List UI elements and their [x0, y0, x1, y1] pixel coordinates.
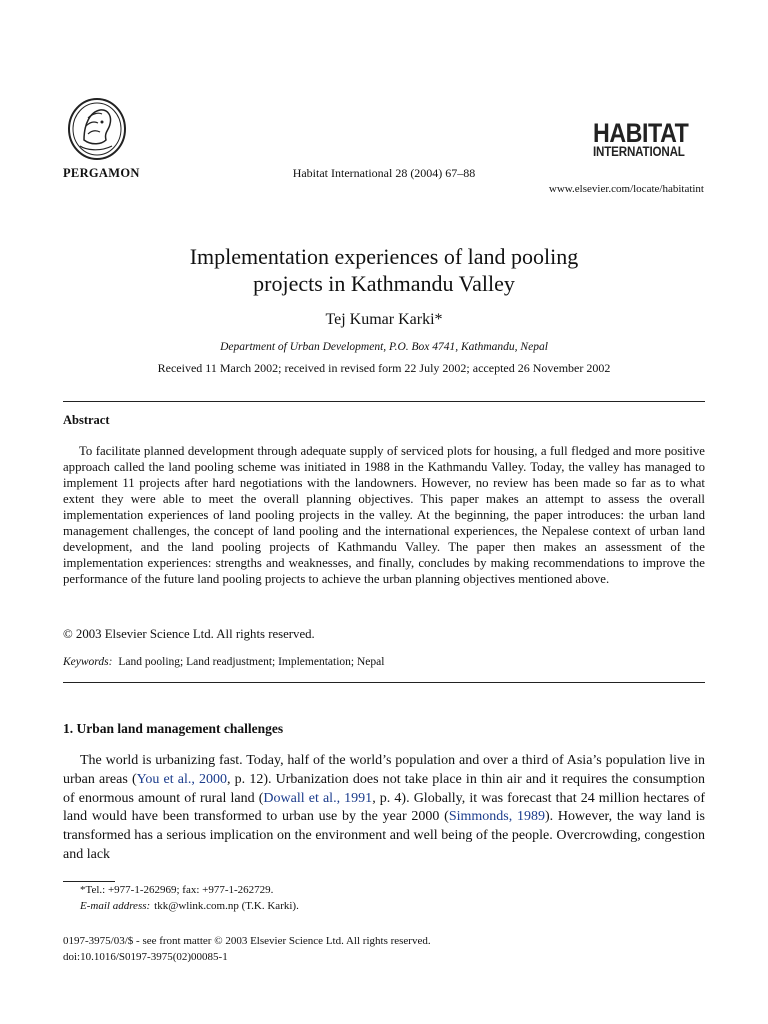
journal-brand [593, 120, 704, 158]
abstract-text: To facilitate planned development through adequate supply of serviced plots for housing, a full fledged and more positive approach called the land pooling scheme was initiated in 1988 in the Kathmandu Valley. Today, the valley has managed to implement 11 projects after hard negotiations with the landowners. However, no review has been made so far as to what extent they were able to meet the overall planning objectives. This paper makes an attempt to assess the overall implementation experiences of land pooling projects in the valley. At the beginning, the paper introduces: the urban land management challenges, the concept of land pooling and the international experiences, the Nepalese context of urban land development, and the land pooling projects of Kathmandu Valley. The paper then makes an assessment of the implementation experiences: strengths and weaknesses, and finally, concludes by making recommendations to improve the performance of the future land pooling projects to achieve the urban planning objectives mentioned above. [63, 444, 705, 586]
journal-url[interactable]: www.elsevier.com/locate/habitatint [548, 183, 704, 195]
divider-bottom [63, 682, 705, 683]
citation-link-simmonds-1989[interactable]: Simmonds, 1989 [448, 809, 545, 825]
author-affiliation: Department of Urban Development, P.O. Box 4741, Kathmandu, Nepal [220, 341, 548, 353]
keywords [63, 656, 384, 668]
article-title [0, 243, 768, 297]
publisher-name: PERGAMON [63, 166, 140, 180]
issn-line: 0197-3975/03/$ - see front matter © 2003 Elsevier Science Ltd. All rights reserved. [63, 935, 431, 947]
paragraph-text-2: , p. 12). Urbanization does not take place in thin air and it requires the consumption of enormous amount of rural land ( [63, 771, 705, 806]
email-value: tkk@wlink.com.np (T.K. Karki). [154, 900, 299, 912]
footnote-rule [63, 881, 115, 882]
title-line-1: Implementation experiences of land pooling [189, 244, 579, 269]
section-paragraph [63, 752, 705, 865]
journal-citation: Habitat International 28 (2004) 67–88 [292, 166, 476, 180]
footnote-email [80, 900, 299, 912]
email-label: E-mail address: [80, 900, 151, 912]
section-heading: 1. Urban land management challenges [63, 721, 284, 736]
paragraph-text-1: The world is urbanizing fast. Today, half of the world’s population and over a third of Asia’s population live in urban areas ( [63, 753, 705, 787]
journal-brand-line2: INTERNATIONAL [593, 144, 685, 159]
keywords-label: Keywords: [63, 656, 113, 668]
divider-top [63, 401, 705, 402]
footnote-tel: *Tel.: +977-1-262969; fax: +977-1-262729. [80, 884, 274, 896]
journal-brand-line1: HABITAT [593, 118, 689, 148]
publisher-logo-icon [66, 96, 128, 162]
doi-line: doi:10.1016/S0197-3975(02)00085-1 [63, 951, 228, 963]
author-name: Tej Kumar Karki* [325, 311, 443, 328]
title-line-2: projects in Kathmandu Valley [253, 271, 515, 296]
citation-link-you-2000[interactable]: You et al., 2000 [136, 771, 228, 787]
paragraph-text-3: , p. 4). Globally, it was forecast that 24 million hectares of land would have been transformed to urban use by the year 2000 ( [63, 790, 706, 825]
citation-link-dowall-1991[interactable]: Dowall et al., 1991 [263, 790, 373, 806]
keywords-list: Land pooling; Land readjustment; Implementation; Nepal [118, 656, 385, 668]
article-dates: Received 11 March 2002; received in revised form 22 July 2002; accepted 26 November 2002 [157, 361, 611, 375]
abstract-heading: Abstract [63, 413, 110, 427]
paragraph-text-4: ). However, the way land is transformed has a serious implication on the environment and well being of the people. Overcrowding, congestion and lack [63, 809, 706, 862]
abstract-copyright: © 2003 Elsevier Science Ltd. All rights reserved. [63, 627, 315, 641]
